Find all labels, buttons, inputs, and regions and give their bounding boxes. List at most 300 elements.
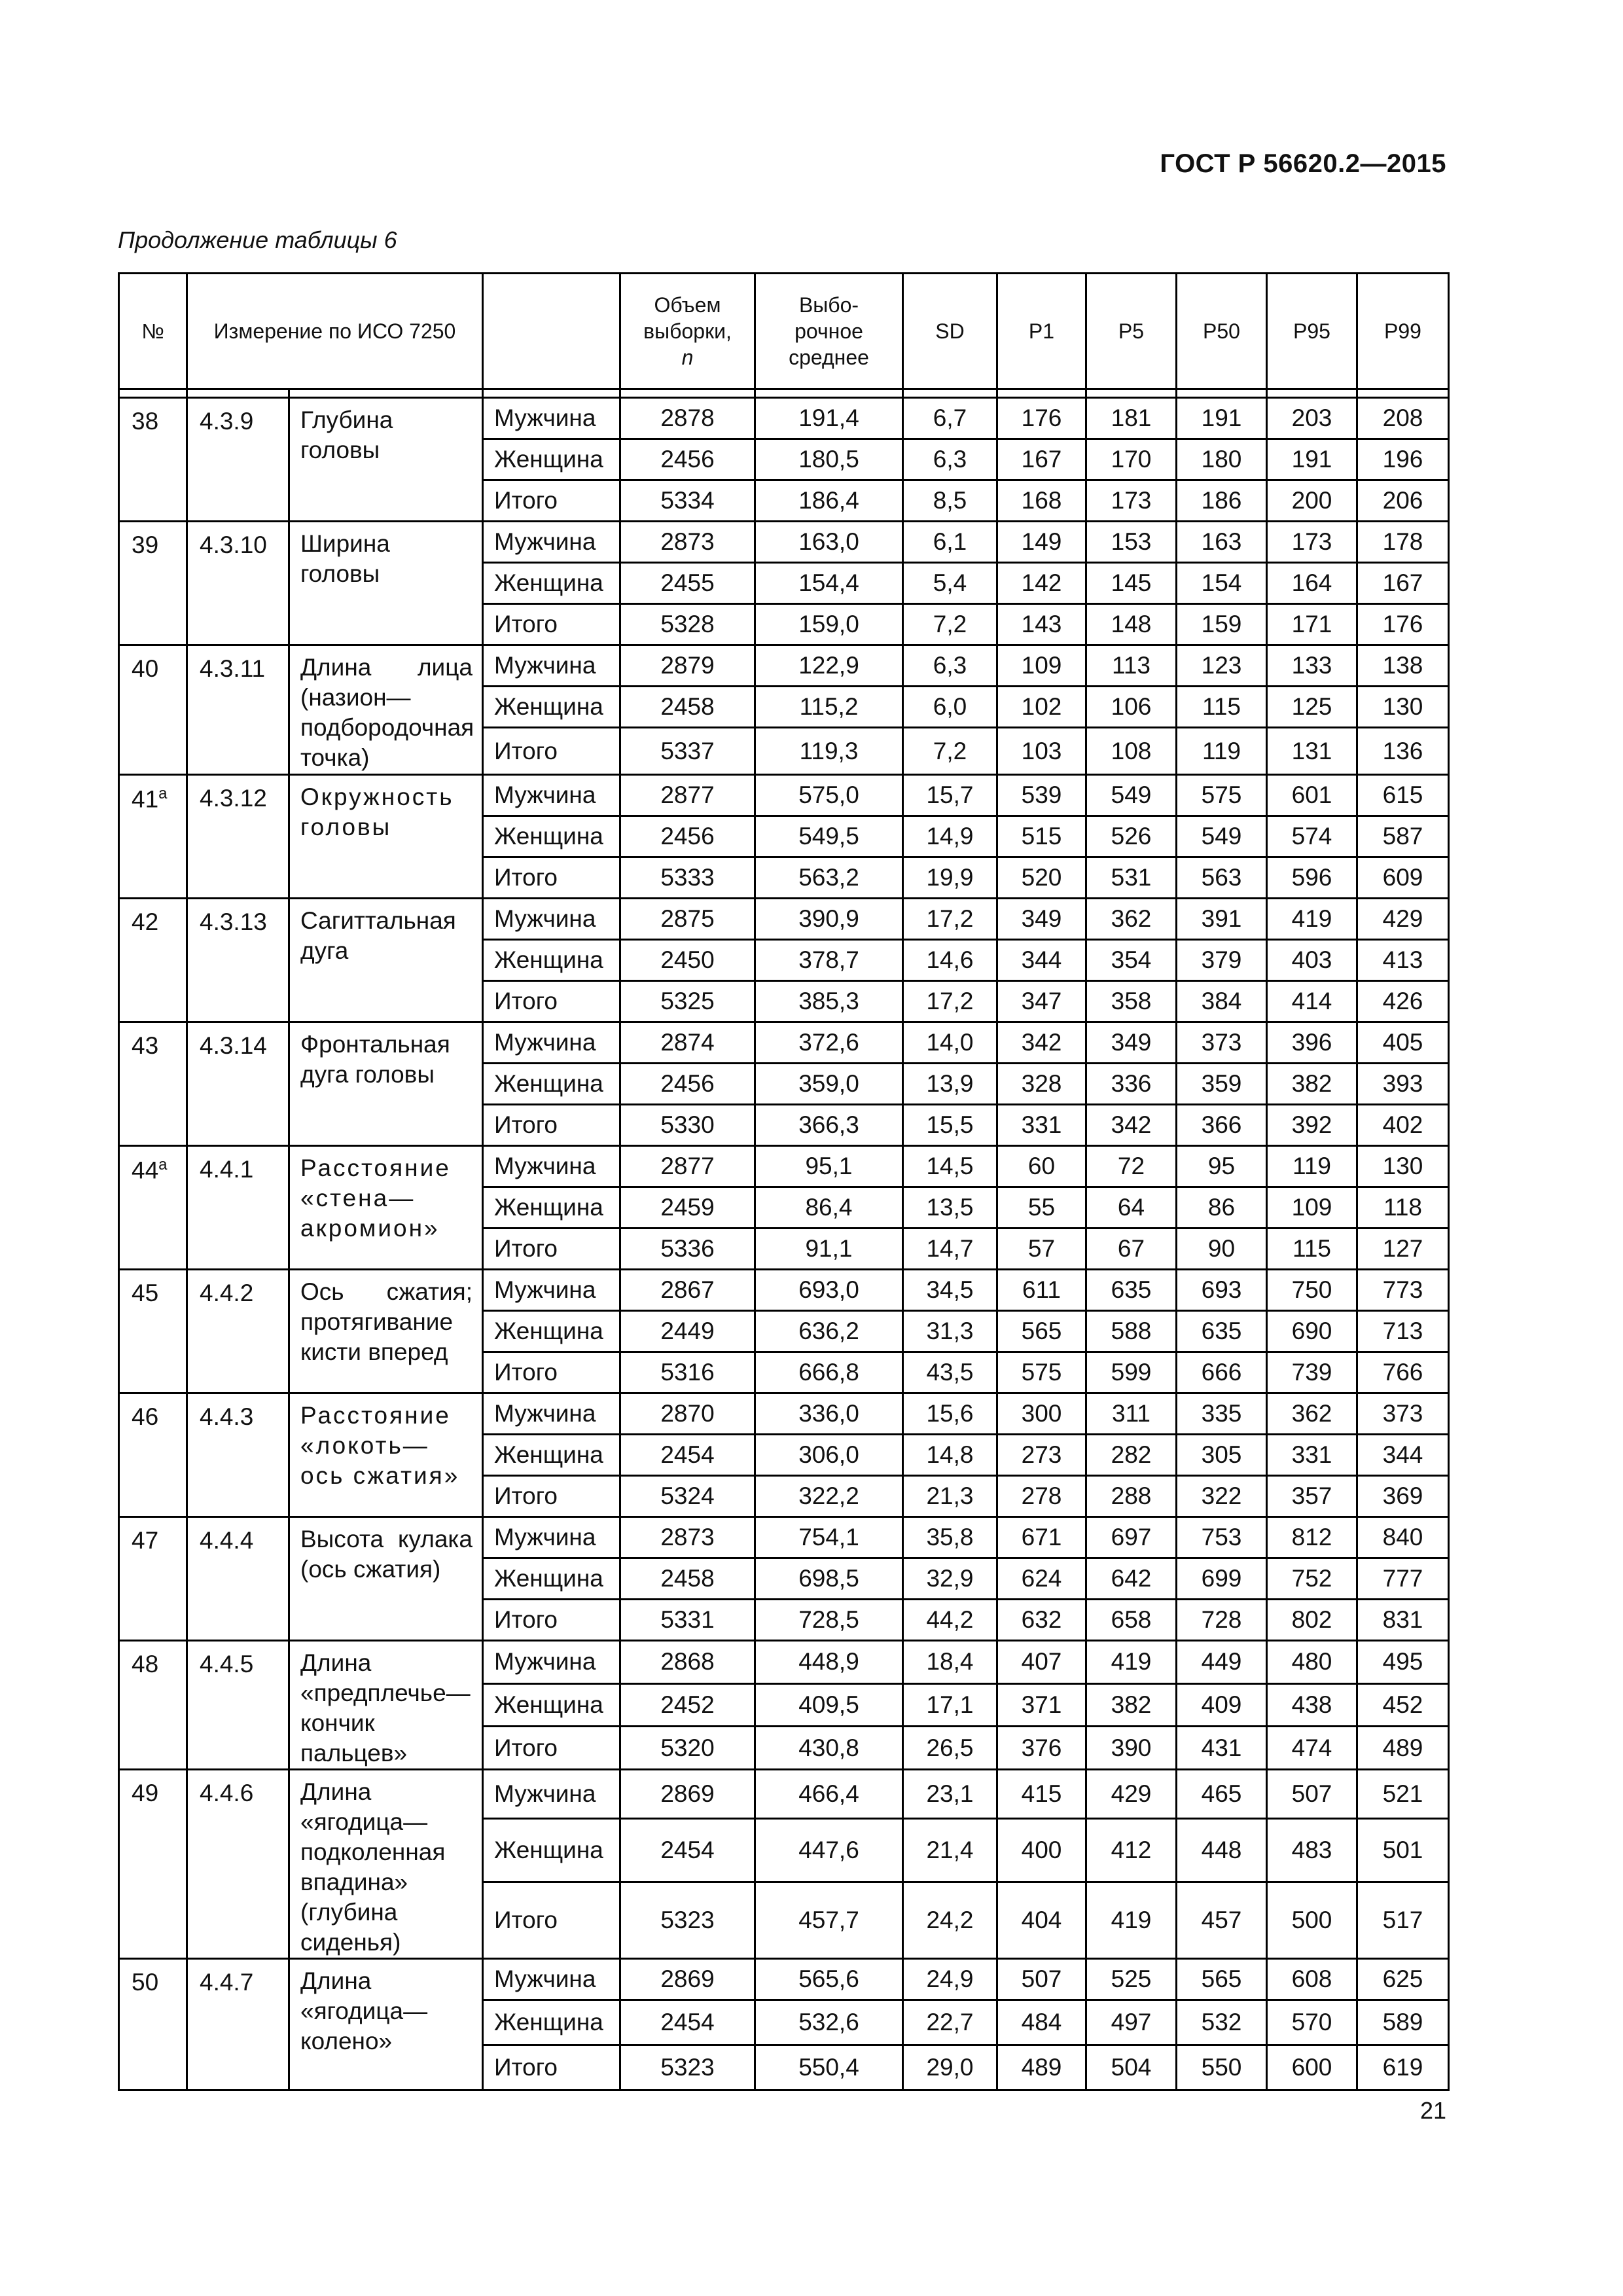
value-cell: 17,1 — [903, 1683, 997, 1727]
iso-clause-code: 4.4.3 — [187, 1393, 289, 1517]
row-number-value: 47 — [132, 1527, 159, 1554]
value-cell: 369 — [1357, 1476, 1449, 1517]
value-cell: 6,0 — [903, 687, 997, 728]
value-cell: 2874 — [620, 1022, 755, 1064]
header-sample-mean-line1: Выбо- — [798, 293, 859, 317]
value-cell: 191 — [1267, 439, 1357, 480]
group-label: Итого — [483, 1229, 620, 1270]
value-cell: 186 — [1177, 480, 1267, 522]
value-cell: 119 — [1267, 1146, 1357, 1187]
value-cell: 624 — [997, 1558, 1086, 1600]
value-cell: 728 — [1177, 1600, 1267, 1641]
value-cell: 666,8 — [755, 1352, 903, 1393]
value-cell: 497 — [1086, 2000, 1177, 2045]
value-cell: 690 — [1267, 1311, 1357, 1352]
value-cell: 5323 — [620, 2045, 755, 2090]
value-cell: 2459 — [620, 1187, 755, 1229]
group-label: Мужчина — [483, 899, 620, 940]
value-cell: 359,0 — [755, 1064, 903, 1105]
value-cell: 750 — [1267, 1270, 1357, 1311]
value-cell: 208 — [1357, 398, 1449, 439]
iso-clause-code: 4.4.6 — [187, 1770, 289, 1959]
value-cell: 419 — [1086, 1641, 1177, 1684]
value-cell: 86 — [1177, 1187, 1267, 1229]
value-cell: 539 — [997, 775, 1086, 816]
value-cell: 19,9 — [903, 857, 997, 899]
header-sample-size-line1: Объем — [654, 293, 721, 317]
value-cell: 203 — [1267, 398, 1357, 439]
separator-cell — [997, 389, 1086, 398]
value-cell: 196 — [1357, 439, 1449, 480]
row-number — [119, 1770, 187, 1959]
value-cell: 752 — [1267, 1558, 1357, 1600]
group-label: Итого — [483, 981, 620, 1022]
value-cell: 359 — [1177, 1064, 1267, 1105]
value-cell: 431 — [1177, 1727, 1267, 1770]
group-label: Итого — [483, 1476, 620, 1517]
value-cell: 635 — [1177, 1311, 1267, 1352]
value-cell: 2873 — [620, 1517, 755, 1558]
value-cell: 2456 — [620, 816, 755, 857]
value-cell: 5324 — [620, 1476, 755, 1517]
value-cell: 331 — [997, 1105, 1086, 1146]
group-label: Итого — [483, 728, 620, 775]
group-label: Женщина — [483, 1311, 620, 1352]
group-label: Мужчина — [483, 1770, 620, 1819]
value-cell: 831 — [1357, 1600, 1449, 1641]
value-cell: 64 — [1086, 1187, 1177, 1229]
value-cell: 391 — [1177, 899, 1267, 940]
value-cell: 504 — [1086, 2045, 1177, 2090]
group-label: Женщина — [483, 1818, 620, 1882]
value-cell: 15,7 — [903, 775, 997, 816]
value-cell: 6,3 — [903, 439, 997, 480]
value-cell: 173 — [1086, 480, 1177, 522]
value-cell: 24,2 — [903, 1882, 997, 1959]
value-cell: 739 — [1267, 1352, 1357, 1393]
value-cell: 17,2 — [903, 981, 997, 1022]
value-cell: 288 — [1086, 1476, 1177, 1517]
group-label: Женщина — [483, 2000, 620, 2045]
header-sample-mean-line3: среднее — [789, 346, 869, 369]
value-cell: 480 — [1267, 1641, 1357, 1684]
value-cell: 698,5 — [755, 1558, 903, 1600]
value-cell: 500 — [1267, 1882, 1357, 1959]
value-cell: 109 — [997, 645, 1086, 687]
value-cell: 2450 — [620, 940, 755, 981]
measurement-name: Фронтальная дуга головы — [289, 1022, 483, 1146]
value-cell: 414 — [1267, 981, 1357, 1022]
value-cell: 14,6 — [903, 940, 997, 981]
value-cell: 2452 — [620, 1683, 755, 1727]
value-cell: 173 — [1267, 522, 1357, 563]
value-cell: 671 — [997, 1517, 1086, 1558]
value-cell: 5,4 — [903, 563, 997, 604]
value-cell: 697 — [1086, 1517, 1177, 1558]
value-cell: 371 — [997, 1683, 1086, 1727]
value-cell: 419 — [1086, 1882, 1177, 1959]
iso-clause-code: 4.3.14 — [187, 1022, 289, 1146]
value-cell: 393 — [1357, 1064, 1449, 1105]
value-cell: 344 — [1357, 1435, 1449, 1476]
header-sample-size — [620, 274, 755, 389]
separator-cell — [289, 389, 483, 398]
value-cell: 5323 — [620, 1882, 755, 1959]
separator-cell — [903, 389, 997, 398]
header-sample-size-line2: выборки, — [643, 319, 732, 343]
value-cell: 149 — [997, 522, 1086, 563]
row-number-value: 49 — [132, 1780, 159, 1806]
value-cell: 2454 — [620, 2000, 755, 2045]
group-label: Мужчина — [483, 775, 620, 816]
value-cell: 507 — [997, 1959, 1086, 2000]
value-cell: 109 — [1267, 1187, 1357, 1229]
value-cell: 501 — [1357, 1818, 1449, 1882]
value-cell: 8,5 — [903, 480, 997, 522]
header-sample-mean-line2: рочное — [794, 319, 863, 343]
separator-cell — [755, 389, 903, 398]
value-cell: 575 — [997, 1352, 1086, 1393]
value-cell: 5330 — [620, 1105, 755, 1146]
value-cell: 5316 — [620, 1352, 755, 1393]
value-cell: 2879 — [620, 645, 755, 687]
value-cell: 148 — [1086, 604, 1177, 645]
group-label: Женщина — [483, 1435, 620, 1476]
value-cell: 127 — [1357, 1229, 1449, 1270]
value-cell: 2455 — [620, 563, 755, 604]
value-cell: 2456 — [620, 1064, 755, 1105]
value-cell: 168 — [997, 480, 1086, 522]
value-cell: 384 — [1177, 981, 1267, 1022]
value-cell: 354 — [1086, 940, 1177, 981]
value-cell: 489 — [997, 2045, 1086, 2090]
value-cell: 86,4 — [755, 1187, 903, 1229]
group-label: Мужчина — [483, 398, 620, 439]
value-cell: 608 — [1267, 1959, 1357, 2000]
value-cell: 91,1 — [755, 1229, 903, 1270]
iso-clause-code: 4.4.7 — [187, 1959, 289, 2090]
value-cell: 115,2 — [755, 687, 903, 728]
group-label: Итого — [483, 1105, 620, 1146]
value-cell: 5334 — [620, 480, 755, 522]
value-cell: 565 — [1177, 1959, 1267, 2000]
value-cell: 130 — [1357, 1146, 1449, 1187]
value-cell: 457,7 — [755, 1882, 903, 1959]
group-label: Итого — [483, 480, 620, 522]
value-cell: 125 — [1267, 687, 1357, 728]
value-cell: 5333 — [620, 857, 755, 899]
value-cell: 429 — [1357, 899, 1449, 940]
value-cell: 589 — [1357, 2000, 1449, 2045]
measurement-name: Сагиттальная дуга — [289, 899, 483, 1022]
value-cell: 2877 — [620, 1146, 755, 1187]
value-cell: 357 — [1267, 1476, 1357, 1517]
group-label: Итого — [483, 1600, 620, 1641]
group-label: Мужчина — [483, 1146, 620, 1187]
value-cell: 474 — [1267, 1727, 1357, 1770]
row-number-value: 43 — [132, 1032, 159, 1059]
value-cell: 95 — [1177, 1146, 1267, 1187]
table-row — [119, 645, 1449, 687]
value-cell: 342 — [997, 1022, 1086, 1064]
group-label: Женщина — [483, 1187, 620, 1229]
value-cell: 2877 — [620, 775, 755, 816]
value-cell: 342 — [1086, 1105, 1177, 1146]
value-cell: 57 — [997, 1229, 1086, 1270]
measurement-name: Ось сжатия; протягивание кисти вперед — [289, 1270, 483, 1393]
value-cell: 103 — [997, 728, 1086, 775]
value-cell: 429 — [1086, 1770, 1177, 1819]
row-number-value: 41 — [132, 785, 159, 813]
value-cell: 35,8 — [903, 1517, 997, 1558]
group-label: Мужчина — [483, 645, 620, 687]
value-cell: 67 — [1086, 1229, 1177, 1270]
value-cell: 23,1 — [903, 1770, 997, 1819]
value-cell: 570 — [1267, 2000, 1357, 2045]
value-cell: 24,9 — [903, 1959, 997, 2000]
value-cell: 133 — [1267, 645, 1357, 687]
value-cell: 448,9 — [755, 1641, 903, 1684]
group-label: Итого — [483, 2045, 620, 2090]
value-cell: 596 — [1267, 857, 1357, 899]
iso-clause-code: 4.3.9 — [187, 398, 289, 522]
document-code: ГОСТ Р 56620.2—2015 — [1160, 149, 1446, 178]
value-cell: 379 — [1177, 940, 1267, 981]
value-cell: 2869 — [620, 1770, 755, 1819]
value-cell: 200 — [1267, 480, 1357, 522]
header-p1: P1 — [997, 274, 1086, 389]
value-cell: 115 — [1177, 687, 1267, 728]
group-label: Мужчина — [483, 1022, 620, 1064]
measurement-name: Длина «предплечье—кончик пальцев» — [289, 1641, 483, 1770]
separator-cell — [483, 389, 620, 398]
value-cell: 550,4 — [755, 2045, 903, 2090]
value-cell: 55 — [997, 1187, 1086, 1229]
separator-cell — [1086, 389, 1177, 398]
value-cell: 642 — [1086, 1558, 1177, 1600]
header-measurement: Измерение по ИСО 7250 — [187, 274, 483, 389]
value-cell: 378,7 — [755, 940, 903, 981]
value-cell: 430,8 — [755, 1727, 903, 1770]
row-number — [119, 1022, 187, 1146]
value-cell: 358 — [1086, 981, 1177, 1022]
value-cell: 802 — [1267, 1600, 1357, 1641]
value-cell: 95,1 — [755, 1146, 903, 1187]
separator-cell — [187, 389, 289, 398]
table-row — [119, 1270, 1449, 1311]
value-cell: 840 — [1357, 1517, 1449, 1558]
value-cell: 163,0 — [755, 522, 903, 563]
header-p95: P95 — [1267, 274, 1357, 389]
value-cell: 34,5 — [903, 1270, 997, 1311]
value-cell: 484 — [997, 2000, 1086, 2045]
value-cell: 22,7 — [903, 2000, 997, 2045]
value-cell: 563,2 — [755, 857, 903, 899]
group-label: Итого — [483, 1727, 620, 1770]
value-cell: 396 — [1267, 1022, 1357, 1064]
value-cell: 300 — [997, 1393, 1086, 1435]
value-cell: 7,2 — [903, 728, 997, 775]
value-cell: 90 — [1177, 1229, 1267, 1270]
value-cell: 448 — [1177, 1818, 1267, 1882]
value-cell: 599 — [1086, 1352, 1177, 1393]
value-cell: 550 — [1177, 2045, 1267, 2090]
value-cell: 517 — [1357, 1882, 1449, 1959]
row-number — [119, 1641, 187, 1770]
group-label: Женщина — [483, 439, 620, 480]
value-cell: 5328 — [620, 604, 755, 645]
group-label: Женщина — [483, 687, 620, 728]
measurement-name: Длина «ягодица—колено» — [289, 1959, 483, 2090]
table-row — [119, 1146, 1449, 1187]
value-cell: 14,9 — [903, 816, 997, 857]
value-cell: 409,5 — [755, 1683, 903, 1727]
table-row — [119, 1770, 1449, 1819]
iso-clause-code: 4.4.5 — [187, 1641, 289, 1770]
value-cell: 413 — [1357, 940, 1449, 981]
value-cell: 5325 — [620, 981, 755, 1022]
value-cell: 812 — [1267, 1517, 1357, 1558]
value-cell: 507 — [1267, 1770, 1357, 1819]
iso-clause-code: 4.3.13 — [187, 899, 289, 1022]
value-cell: 164 — [1267, 563, 1357, 604]
header-separator — [119, 389, 1449, 398]
row-number-value: 48 — [132, 1651, 159, 1677]
value-cell: 26,5 — [903, 1727, 997, 1770]
header-sample-mean — [755, 274, 903, 389]
row-number — [119, 899, 187, 1022]
value-cell: 438 — [1267, 1683, 1357, 1727]
value-cell: 402 — [1357, 1105, 1449, 1146]
value-cell: 153 — [1086, 522, 1177, 563]
value-cell: 191,4 — [755, 398, 903, 439]
value-cell: 574 — [1267, 816, 1357, 857]
value-cell: 728,5 — [755, 1600, 903, 1641]
measurement-name: Глубина головы — [289, 398, 483, 522]
value-cell: 154 — [1177, 563, 1267, 604]
value-cell: 489 — [1357, 1727, 1449, 1770]
value-cell: 113 — [1086, 645, 1177, 687]
value-cell: 180 — [1177, 439, 1267, 480]
table-row — [119, 1022, 1449, 1064]
value-cell: 7,2 — [903, 604, 997, 645]
value-cell: 2868 — [620, 1641, 755, 1684]
value-cell: 549 — [1177, 816, 1267, 857]
row-number — [119, 398, 187, 522]
value-cell: 382 — [1086, 1683, 1177, 1727]
table-row — [119, 522, 1449, 563]
value-cell: 60 — [997, 1146, 1086, 1187]
group-label: Женщина — [483, 1683, 620, 1727]
footnote-marker: а — [158, 1156, 168, 1174]
value-cell: 483 — [1267, 1818, 1357, 1882]
row-number-value: 46 — [132, 1403, 159, 1430]
value-cell: 773 — [1357, 1270, 1449, 1311]
value-cell: 14,0 — [903, 1022, 997, 1064]
separator-cell — [119, 389, 187, 398]
value-cell: 452 — [1357, 1683, 1449, 1727]
value-cell: 457 — [1177, 1882, 1267, 1959]
value-cell: 373 — [1357, 1393, 1449, 1435]
value-cell: 615 — [1357, 775, 1449, 816]
value-cell: 349 — [1086, 1022, 1177, 1064]
value-cell: 108 — [1086, 728, 1177, 775]
value-cell: 14,5 — [903, 1146, 997, 1187]
value-cell: 123 — [1177, 645, 1267, 687]
value-cell: 130 — [1357, 687, 1449, 728]
row-number-value: 42 — [132, 908, 159, 935]
row-number-value: 45 — [132, 1280, 159, 1306]
value-cell: 2458 — [620, 687, 755, 728]
value-cell: 531 — [1086, 857, 1177, 899]
value-cell: 180,5 — [755, 439, 903, 480]
row-number — [119, 1517, 187, 1641]
measurement-name: Высота кулака (ось сжатия) — [289, 1517, 483, 1641]
group-label: Итого — [483, 1882, 620, 1959]
value-cell: 331 — [1267, 1435, 1357, 1476]
value-cell: 43,5 — [903, 1352, 997, 1393]
value-cell: 2869 — [620, 1959, 755, 2000]
value-cell: 2873 — [620, 522, 755, 563]
value-cell: 5337 — [620, 728, 755, 775]
value-cell: 2456 — [620, 439, 755, 480]
value-cell: 122,9 — [755, 645, 903, 687]
value-cell: 2870 — [620, 1393, 755, 1435]
value-cell: 532 — [1177, 2000, 1267, 2045]
value-cell: 6,1 — [903, 522, 997, 563]
value-cell: 409 — [1177, 1683, 1267, 1727]
header-sd: SD — [903, 274, 997, 389]
header-sample-size-line3: n — [681, 346, 694, 369]
iso-clause-code: 4.3.11 — [187, 645, 289, 775]
value-cell: 2878 — [620, 398, 755, 439]
value-cell: 565,6 — [755, 1959, 903, 2000]
value-cell: 191 — [1177, 398, 1267, 439]
separator-cell — [1267, 389, 1357, 398]
value-cell: 2449 — [620, 1311, 755, 1352]
value-cell: 666 — [1177, 1352, 1267, 1393]
table-row — [119, 1517, 1449, 1558]
value-cell: 636,2 — [755, 1311, 903, 1352]
value-cell: 699 — [1177, 1558, 1267, 1600]
value-cell: 17,2 — [903, 899, 997, 940]
value-cell: 106 — [1086, 687, 1177, 728]
table-row — [119, 1393, 1449, 1435]
value-cell: 362 — [1267, 1393, 1357, 1435]
value-cell: 385,3 — [755, 981, 903, 1022]
row-number — [119, 522, 187, 645]
value-cell: 306,0 — [755, 1435, 903, 1476]
value-cell: 154,4 — [755, 563, 903, 604]
row-number — [119, 645, 187, 775]
value-cell: 72 — [1086, 1146, 1177, 1187]
value-cell: 619 — [1357, 2045, 1449, 2090]
value-cell: 6,3 — [903, 645, 997, 687]
value-cell: 400 — [997, 1818, 1086, 1882]
row-number-value: 38 — [132, 408, 159, 435]
value-cell: 163 — [1177, 522, 1267, 563]
value-cell: 21,3 — [903, 1476, 997, 1517]
measurement-name: Длина «ягодица—подколенная впадина» (глубина сиденья) — [289, 1770, 483, 1959]
value-cell: 145 — [1086, 563, 1177, 604]
row-number-value: 44 — [132, 1157, 159, 1184]
value-cell: 118 — [1357, 1187, 1449, 1229]
separator-cell — [1177, 389, 1267, 398]
value-cell: 2875 — [620, 899, 755, 940]
value-cell: 115 — [1267, 1229, 1357, 1270]
value-cell: 405 — [1357, 1022, 1449, 1064]
value-cell: 693,0 — [755, 1270, 903, 1311]
